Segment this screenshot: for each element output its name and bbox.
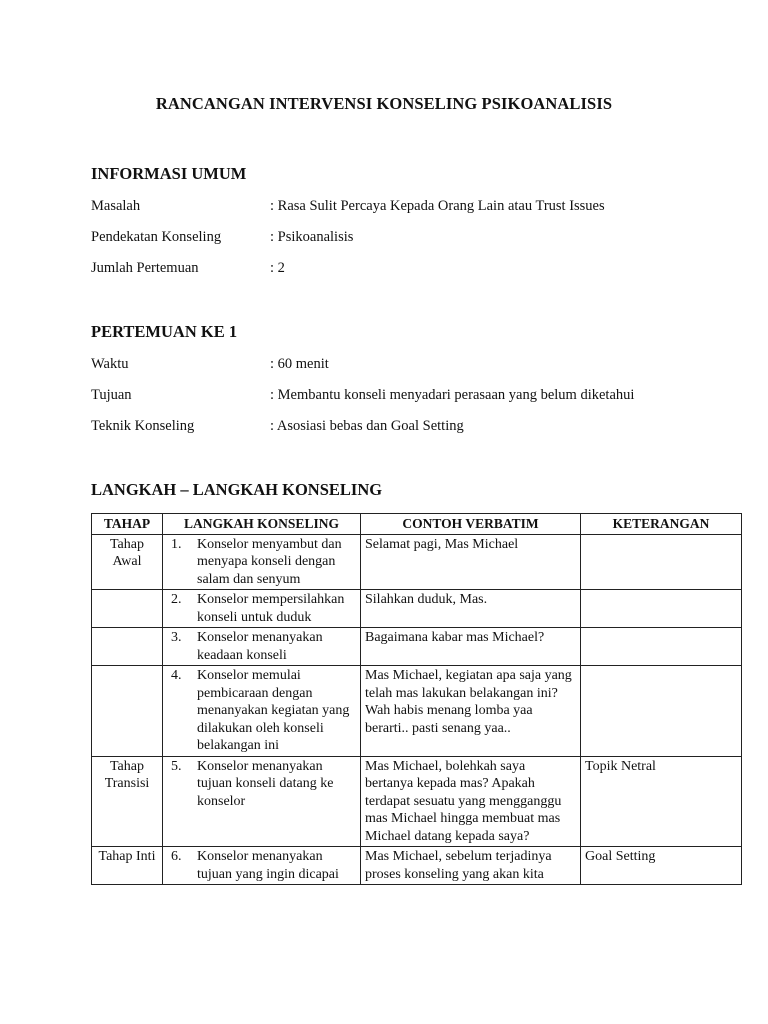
header-verbatim: CONTOH VERBATIM [361,514,581,535]
info-label: Jumlah Pertemuan [91,260,199,276]
page-title: RANCANGAN INTERVENSI KONSELING PSIKOANALISIS [155,94,613,113]
cell-tahap: Tahap Awal [92,534,163,590]
cell-keterangan [581,534,742,590]
info-row-teknik [91,418,731,438]
info-label: Waktu [91,356,129,372]
cell-tahap [92,628,163,666]
section-heading-pertemuan: PERTEMUAN KE 1 [91,322,238,341]
cell-verbatim: Mas Michael, bolehkah saya bertanya kepada mas? Apakah terdapat sesuatu yang mengganggu mas Michael hingga membuat mas Michael datang kepada saya? [361,756,581,847]
cell-keterangan: Goal Setting [581,847,742,885]
counseling-steps-table [91,513,742,885]
cell-tahap [92,666,163,757]
step-number: 3. [171,630,182,645]
info-value: : 2 [270,260,285,276]
info-value: : 60 menit [270,356,329,372]
section-heading-langkah: LANGKAH – LANGKAH KONSELING [91,480,383,499]
table-row [92,628,742,666]
info-row-pendekatan [91,229,731,249]
info-label: Masalah [91,198,141,214]
info-row-masalah [91,198,731,218]
info-value: : Membantu konseli menyadari perasaan yang belum diketahui [270,387,635,403]
cell-tahap [92,590,163,628]
table-row [92,756,742,847]
cell-keterangan [581,666,742,757]
cell-verbatim: Selamat pagi, Mas Michael [361,534,581,590]
step-text: Konselor menanyakan keadaan konseli [197,630,323,663]
cell-tahap: Tahap Inti [92,847,163,885]
step-number: 5. [171,758,182,774]
table-row [92,534,742,590]
step-text: Konselor menanyakan tujuan yang ingin dicapai [197,849,339,882]
cell-tahap: Tahap Transisi [92,756,163,847]
cell-verbatim: Mas Michael, sebelum terjadinya proses konseling yang akan kita [361,847,581,885]
cell-verbatim: Silahkan duduk, Mas. [361,590,581,628]
cell-verbatim: Mas Michael, kegiatan apa saja yang telah mas lakukan belakangan ini? Wah habis menang lomba yaa berarti.. pasti senang yaa.. [361,666,581,757]
info-label: Teknik Konseling [91,418,195,434]
info-value: : Rasa Sulit Percaya Kepada Orang Lain atau Trust Issues [270,198,605,214]
step-number: 1. [171,536,182,552]
cell-keterangan [581,628,742,666]
header-keterangan: KETERANGAN [581,514,742,535]
step-number: 4. [171,668,182,683]
table-row [92,847,742,885]
info-row-jumlah-pertemuan [91,260,731,280]
step-number: 2. [171,592,182,607]
table-row [92,590,742,628]
step-text: Konselor mempersilahkan konseli untuk duduk [197,592,345,625]
info-value: : Psikoanalisis [270,229,354,245]
cell-keterangan [581,590,742,628]
cell-langkah [163,534,361,590]
info-label: Pendekatan Konseling [91,229,222,245]
step-text: Konselor menanyakan tujuan konseli datang ke konselor [197,758,334,809]
cell-langkah [163,628,361,666]
cell-langkah [163,590,361,628]
info-value: : Asosiasi bebas dan Goal Setting [270,418,464,434]
info-row-tujuan [91,387,731,407]
cell-keterangan: Topik Netral [581,756,742,847]
step-text: Konselor menyambut dan menyapa konseli dengan salam dan senyum [197,536,342,587]
step-text: Konselor memulai pembicaraan dengan menanyakan kegiatan yang dilakukan oleh konseli belakangan ini [197,668,350,753]
cell-langkah [163,666,361,757]
info-row-waktu [91,356,731,376]
table-row [92,666,742,757]
cell-langkah [163,756,361,847]
header-langkah: LANGKAH KONSELING [163,514,361,535]
cell-langkah [163,847,361,885]
table-header-row [92,514,742,535]
header-tahap: TAHAP [92,514,163,535]
cell-verbatim: Bagaimana kabar mas Michael? [361,628,581,666]
section-heading-informasi-umum: INFORMASI UMUM [91,164,247,183]
info-label: Tujuan [91,387,132,403]
step-number: 6. [171,849,182,864]
